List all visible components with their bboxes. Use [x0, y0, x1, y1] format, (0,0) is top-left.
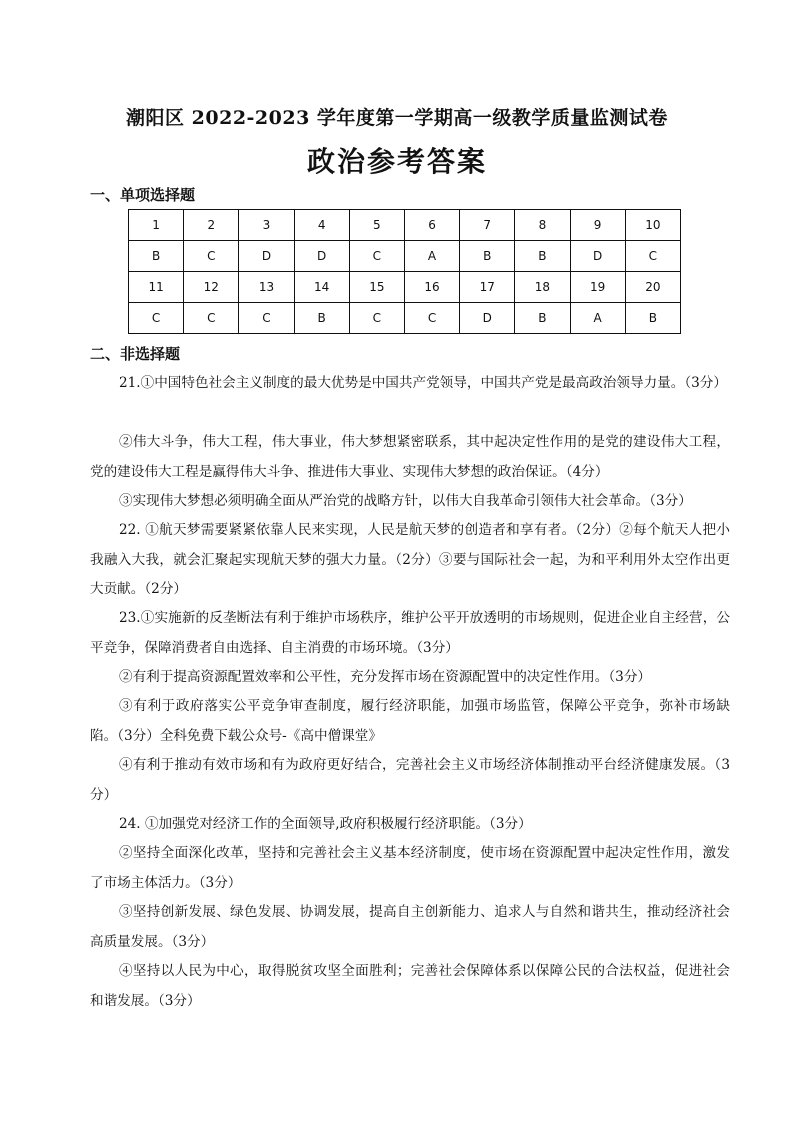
question-number-cell: 3: [239, 210, 294, 241]
answer-24-point-3: ③坚持创新发展、绿色发展、协调发展，提高自主创新能力、追求人与自然和谐共生，推动经济社会高质量发展。（3分）: [90, 904, 730, 950]
answer-cell: A: [404, 241, 459, 272]
answer-cell: C: [404, 303, 459, 334]
question-number-cell: 9: [570, 210, 625, 241]
answer-24-point-4: ④坚持以人民为中心，取得脱贫攻坚全面胜利；完善社会保障体系以保障公民的合法权益，促进社会和谐发展。（3分）: [90, 963, 730, 1009]
answer-cell: D: [460, 303, 515, 334]
answer-21-point-2: ②伟大斗争，伟大工程，伟大事业，伟大梦想紧密联系，其中起决定性作用的是党的建设伟大工程，党的建设伟大工程是赢得伟大斗争、推进伟大事业、实现伟大梦想的政治保证。（4分）: [90, 434, 730, 480]
answer-cell: B: [294, 303, 349, 334]
answer-cell: A: [570, 303, 625, 334]
document-title: 潮阳区 2022-2023 学年度第一学期高一级教学质量监测试卷: [126, 107, 668, 129]
answer-row: [129, 241, 681, 272]
question-number-cell: 16: [404, 272, 459, 303]
answer-cell: C: [239, 303, 294, 334]
question-number-cell: 18: [515, 272, 570, 303]
question-number-cell: 14: [294, 272, 349, 303]
answer-24-point-2: ②坚持全面深化改革，坚持和完善社会主义基本经济制度，使市场在资源配置中起决定性作用，激发了市场主体活力。（3分）: [90, 845, 730, 891]
answer-row: [129, 303, 681, 334]
answer-23-point-2: ②有利于提高资源配置效率和公平性，充分发挥市场在资源配置中的决定性作用。（3分）: [119, 669, 652, 685]
answer-cell: C: [349, 241, 404, 272]
answer-23-point-4: ④有利于推动有效市场和有为政府更好结合，完善社会主义市场经济体制推动平台经济健康发展。（3分）: [90, 757, 730, 803]
question-number-cell: 1: [129, 210, 184, 241]
answer-cell: B: [129, 241, 184, 272]
answer-cell: C: [184, 241, 239, 272]
document-subtitle: 政治参考答案: [306, 145, 487, 178]
question-number-cell: 12: [184, 272, 239, 303]
question-number-cell: 17: [460, 272, 515, 303]
section-heading-non-choice: 二、非选择题: [90, 345, 181, 363]
answer-cell: C: [349, 303, 404, 334]
answer-cell: C: [184, 303, 239, 334]
section-heading-multiple-choice: 一、单项选择题: [90, 186, 196, 204]
question-number-cell: 8: [515, 210, 570, 241]
question-number-cell: 2: [184, 210, 239, 241]
answer-21-point-3: ③实现伟大梦想必须明确全面从严治党的战略方针，以伟大自我革命引领伟大社会革命。（3分）: [119, 493, 692, 509]
answer-cell: C: [625, 241, 680, 272]
answer-cell: C: [129, 303, 184, 334]
answer-cell: B: [515, 241, 570, 272]
question-number-row: [129, 210, 681, 241]
answer-cell: D: [294, 241, 349, 272]
answer-cell: B: [625, 303, 680, 334]
question-number-cell: 13: [239, 272, 294, 303]
answer-23-point-1: 23.①实施新的反垄断法有利于维护市场秩序，维护公平开放透明的市场规则，促进企业自主经营，公平竞争，保障消费者自由选择、自主消费的市场环境。（3分）: [90, 610, 730, 656]
answer-23-point-3: ③有利于政府落实公平竞争审查制度，履行经济职能，加强市场监管，保障公平竞争，弥补市场缺陷。（3分）全科免费下载公众号-《高中僧课堂》: [90, 698, 730, 744]
answer-table: [128, 209, 681, 334]
answer-22: 22. ①航天梦需要紧紧依靠人民来实现，人民是航天梦的创造者和享有者。（2分）②每个航天人把小我融入大我，就会汇聚起实现航天梦的强大力量。（2分）③要与国际社会一起，为和平利用外太空作出更大贡献。（2分）: [90, 522, 730, 597]
question-number-cell: 4: [294, 210, 349, 241]
answer-cell: D: [239, 241, 294, 272]
question-number-cell: 6: [404, 210, 459, 241]
question-number-cell: 15: [349, 272, 404, 303]
question-number-cell: 7: [460, 210, 515, 241]
question-number-cell: 19: [570, 272, 625, 303]
answer-24-point-1: 24. ①加强党对经济工作的全面领导,政府积极履行经济职能。（3分）: [119, 816, 532, 832]
answer-cell: B: [515, 303, 570, 334]
question-number-cell: 5: [349, 210, 404, 241]
answer-cell: B: [460, 241, 515, 272]
answer-cell: D: [570, 241, 625, 272]
question-number-cell: 10: [625, 210, 680, 241]
question-number-cell: 11: [129, 272, 184, 303]
answer-21-point-1: 21.①中国特色社会主义制度的最大优势是中国共产党领导，中国共产党是最高政治领导力量。（3分）: [119, 375, 727, 391]
question-number-cell: 20: [625, 272, 680, 303]
question-number-row: [129, 272, 681, 303]
